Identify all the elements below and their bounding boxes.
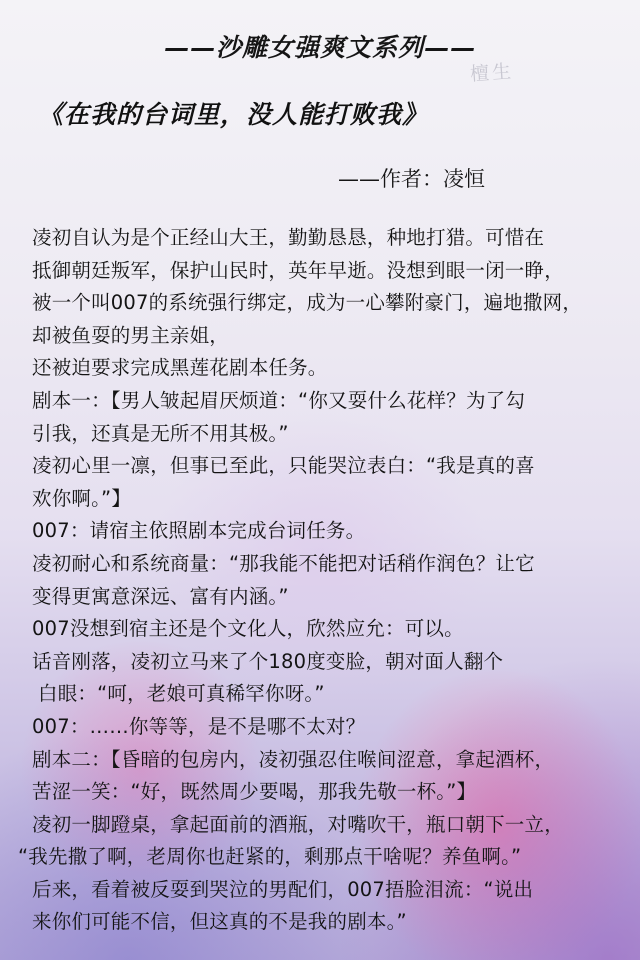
text-line: 007没想到宿主还是个文化人，欣然应允：可以。 [32, 617, 464, 641]
text-line: 凌初心里一凛，但事已至此，只能哭泣表白：“我是真的喜 [32, 454, 535, 478]
text-line: 白眼：“呵，老娘可真稀罕你呀。” [38, 682, 325, 706]
text-line: 凌初耐心和系统商量：“那我能不能把对话稍作润色？让它 [32, 551, 535, 575]
text-line: 剧本一：【男人皱起眉厌烦道：“你又耍什么花样？为了勾 [32, 388, 526, 412]
text-line: 欢你啊。”】 [32, 486, 132, 510]
text-line: 苦涩一笑：“好，既然周少要喝，那我先敬一杯。”】 [32, 780, 477, 804]
text-line: 007：……你等等，是不是哪不太对？ [32, 714, 366, 738]
book-title: 《在我的台词里，没人能打败我》 [38, 100, 429, 129]
text-line: 却被鱼耍的男主亲姐， [32, 323, 230, 347]
text-line: 变得更寓意深远、富有内涵。” [32, 584, 289, 608]
text-line: 来你们可能不信，但这真的不是我的剧本。” [32, 910, 407, 934]
text-line: 被一个叫007的系统强行绑定，成为一心攀附豪门，遍地撒网， [32, 291, 583, 315]
text-line: 还被迫要求完成黑莲花剧本任务。 [32, 356, 328, 380]
text-line: 抵御朝廷叛军，保护山民时，英年早逝。没想到眼一闭一睁， [32, 258, 564, 282]
text-line: 007：请宿主依照剧本完成台词任务。 [32, 519, 366, 543]
author-line: ——作者：凌恒 [338, 167, 485, 191]
text-line: “我先撒了啊，老周你也赶紧的，剩那点干啥呢？养鱼啊。” [18, 845, 522, 869]
watermark: 檀生 [469, 60, 515, 86]
text-line: 话音刚落，凌初立马来了个180度变脸，朝对面人翻个 [32, 649, 504, 673]
story-synopsis [18, 222, 632, 939]
text-line: 凌初一脚蹬桌，拿起面前的酒瓶，对嘴吹干，瓶口朝下一立， [32, 812, 564, 836]
text-line: 引我，还真是无所不用其极。” [32, 421, 289, 445]
series-title: ——沙雕女强爽文系列—— [163, 33, 476, 62]
text-line: 凌初自认为是个正经山大王，勤勤恳恳，种地打猎。可惜在 [32, 226, 545, 249]
text-line: 剧本二：【昏暗的包房内，凌初强忍住喉间涩意，拿起酒杯， [32, 747, 555, 771]
text-line: 后来，看着被反耍到哭泣的男配们，007捂脸泪流：“说出 [32, 877, 534, 901]
